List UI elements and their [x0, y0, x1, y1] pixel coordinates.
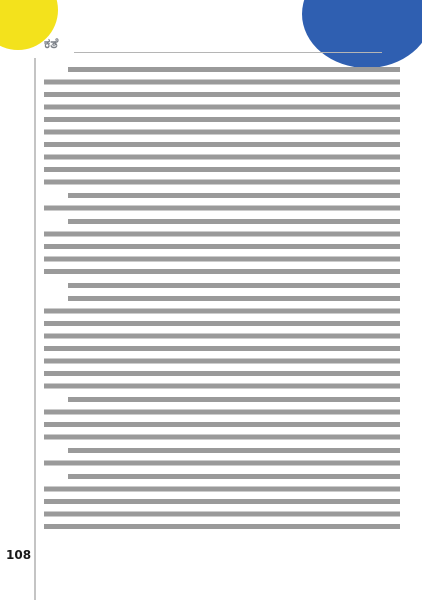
left-gutter-bar [34, 58, 36, 600]
heading-rule [74, 52, 382, 53]
paragraph-8 [44, 471, 400, 534]
section-heading: ಕತೆ [44, 36, 59, 52]
paragraph-2 [44, 190, 400, 215]
decorative-blue-circle [302, 0, 422, 68]
paragraph-3 [44, 216, 400, 279]
story-body [44, 64, 400, 566]
paragraph-1 [44, 64, 400, 189]
paragraph-4 [44, 280, 400, 293]
paragraph-5 [44, 293, 400, 393]
page-number: 108 [6, 548, 32, 562]
paragraph-7 [44, 445, 400, 470]
paragraph-6 [44, 394, 400, 444]
